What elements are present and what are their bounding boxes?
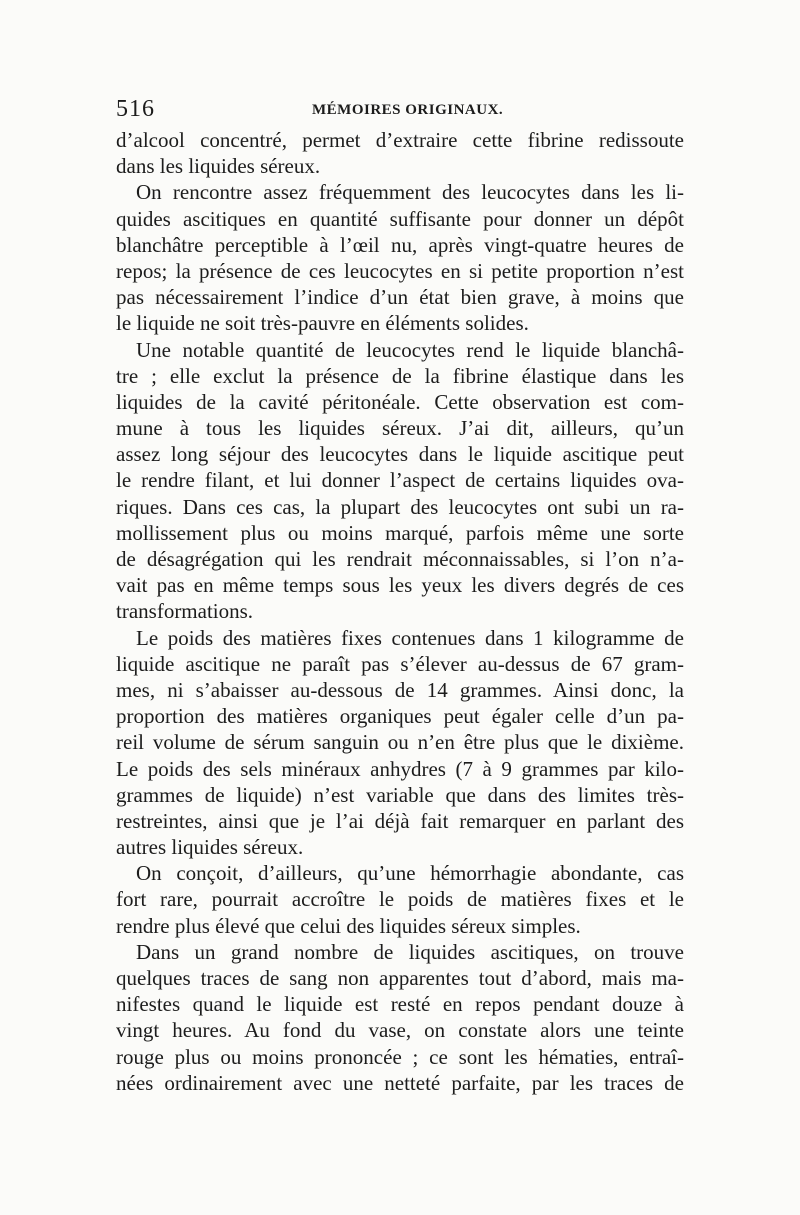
text-line: mune à tous les liquides séreux. J’ai dit, ailleurs, qu’un [116, 416, 684, 441]
text-line: le liquide ne soit très-pauvre en éléments solides. [116, 311, 529, 336]
text-line: mollissement plus ou moins marqué, parfois même une sorte [116, 520, 684, 545]
book-page [116, 96, 684, 1096]
text-line: rendre plus élevé que celui des liquides séreux simples. [116, 913, 581, 938]
text-line: blanchâtre perceptible à l’œil nu, après vingt-quatre heures de [116, 232, 684, 257]
text-line: nifestes quand le liquide est resté en repos pendant douze à [116, 992, 684, 1017]
text-line: pas nécessairement l’indice d’un état bien grave, à moins que [116, 285, 684, 310]
text-line: assez long séjour des leucocytes dans le liquide ascitique peut [116, 442, 684, 467]
text-line: proportion des matières organiques peut égaler celle d’un pa- [116, 704, 684, 729]
text-line: liquide ascitique ne paraît pas s’élever au-dessus de 67 gram- [116, 651, 684, 676]
body-text [116, 127, 684, 1096]
text-line: le rendre filant, et lui donner l’aspect de certains liquides ova- [116, 468, 684, 493]
text-line: Le poids des sels minéraux anhydres (7 à 9 grammes par kilo- [116, 756, 684, 781]
text-line: de désagrégation qui les rendrait méconnaissables, si l’on n’a- [116, 547, 684, 571]
page-header [116, 96, 684, 124]
text-line: Une notable quantité de leucocytes rend le liquide blanchâ- [136, 337, 684, 362]
text-line: grammes de liquide) n’est variable que dans des limites très- [116, 782, 684, 807]
text-line: mes, ni s’abaisser au-dessous de 14 grammes. Ainsi donc, la [116, 677, 684, 702]
text-line: dans les liquides séreux. [116, 154, 321, 179]
page-number: 516 [116, 96, 155, 122]
text-line: rouge plus ou moins prononcée ; ce sont les hématies, entraî- [116, 1044, 684, 1069]
text-line: liquides de la cavité péritonéale. Cette observation est com- [116, 389, 684, 414]
text-line: On conçoit, d’ailleurs, qu’une hémorrhagie abondante, cas [136, 861, 684, 886]
text-line: nées ordinairement avec une netteté parfaite, par les traces de [116, 1070, 684, 1095]
text-line: Dans un grand nombre de liquides ascitiques, on trouve [136, 939, 684, 964]
text-line: repos; la présence de ces leucocytes en si petite proportion n’est [116, 258, 684, 283]
running-head: MÉMOIRES ORIGINAUX. [312, 102, 504, 118]
text-line: Le poids des matières fixes contenues dans 1 kilogramme de [136, 625, 684, 650]
text-line: reil volume de sérum sanguin ou n’en être plus que le dixième. [116, 730, 684, 755]
text-line: vait pas en même temps sous les yeux les divers degrés de ces [116, 573, 684, 598]
text-line: d’alcool concentré, permet d’extraire cette fibrine redissoute [116, 128, 684, 152]
text-line: vingt heures. Au fond du vase, on constate alors une teinte [116, 1018, 684, 1043]
text-line: quides ascitiques en quantité suffisante pour donner un dépôt [116, 206, 684, 231]
text-line: restreintes, ainsi que je l’ai déjà fait remarquer en parlant des [116, 808, 684, 833]
text-line: On rencontre assez fréquemment des leucocytes dans les li- [136, 180, 684, 205]
text-line: autres liquides séreux. [116, 835, 304, 860]
text-line: riques. Dans ces cas, la plupart des leucocytes ont subi un ra- [116, 494, 684, 519]
text-line: tre ; elle exclut la présence de la fibrine élastique dans les [116, 363, 684, 388]
text-line: fort rare, pourrait accroître le poids de matières fixes et le [116, 887, 684, 912]
text-line: transformations. [116, 599, 254, 624]
text-line: quelques traces de sang non apparentes tout d’abord, mais ma- [116, 966, 684, 990]
